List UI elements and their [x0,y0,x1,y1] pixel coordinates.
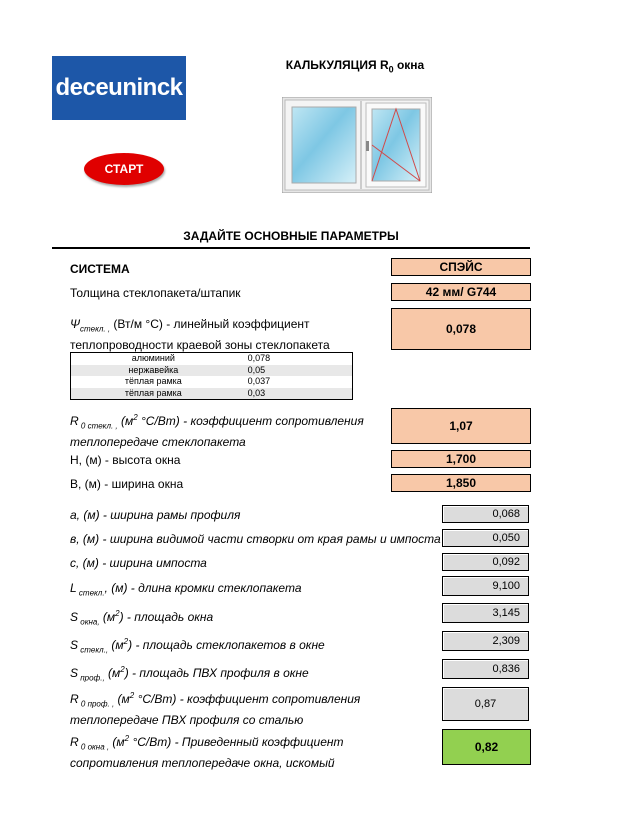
width-value[interactable]: 1,850 [391,474,531,492]
deceuninck-logo [52,56,186,120]
s-prof-symbol: S [70,666,79,680]
r-glass-line2: теплопередаче стеклопакета [70,435,246,450]
s-profile-label [70,662,309,686]
s-glass-value: 2,309 [442,631,529,651]
s-glass-rest: ) - площадь стеклопакетов в окне [128,638,325,652]
glass-label: Толщина стеклопакета/штапик [70,286,241,300]
table-row [71,365,352,377]
r-win-unit-b: °С/Вт) [129,735,172,749]
l-rest: , (м) - длина кромки стеклопакета [104,581,302,595]
r-prof-desc: - коэффициент сопротивления [176,692,361,706]
r-profile-label [70,688,390,728]
system-value[interactable]: СПЭЙС [391,258,531,276]
s-win-symbol: S [70,610,79,624]
height-value[interactable]: 1,700 [391,450,531,468]
r-prof-unit-a: (м [114,692,130,706]
logo-text: deceuninck [55,74,183,101]
title-main: КАЛЬКУЛЯЦИЯ R [285,58,389,72]
width-label: В, (м) - ширина окна [70,477,184,491]
s-win-rest: ) - площадь окна [119,610,214,624]
ref-name: тёплая рамка [124,376,182,386]
r-glass-sub: 0 стекл. , [78,421,118,431]
r-glass-unit-a: (м [117,414,134,428]
table-row [71,353,352,365]
s-glass-sub: стекл., [78,645,109,655]
s-glass-unit-a: (м [108,638,124,652]
v-value: 0,050 [442,529,529,547]
start-button[interactable] [84,153,164,185]
s-profile-value: 0,836 [442,659,529,679]
psi-label [70,316,380,353]
a-value: 0,068 [442,505,529,523]
s-glass-label [70,634,325,658]
table-row [71,376,352,388]
l-sub: стекл. [76,588,105,598]
psi-value[interactable]: 0,078 [391,308,531,350]
glass-value[interactable]: 42 мм/ G744 [391,283,531,301]
title-sub: 0 [388,64,394,75]
r-glass-label [70,410,385,450]
s-win-sub: окна, [78,617,100,627]
r-window-result: 0,82 [442,729,531,765]
ref-value: 0,037 [247,376,271,386]
s-glass-symbol: S [70,638,79,652]
page-title [250,58,460,74]
psi-symbol: Ψ [70,317,80,331]
r-profile-value: 0,87 [442,687,529,721]
l-label [70,580,302,601]
r-glass-unit-sup: 2 [133,413,138,422]
r-prof-symbol: R [70,692,79,706]
title-tail: окна [393,58,425,72]
r-prof-unit-sup: 2 [129,691,135,700]
r-win-line2: сопротивления теплопередаче окна, искомый [70,756,335,771]
a-label: a, (м) - ширина рамы профиля [70,508,241,522]
ref-value: 0,05 [247,364,266,375]
c-value: 0,092 [442,553,529,571]
s-win-unit-sup: 2 [115,609,120,618]
r-win-symbol: R [70,735,79,749]
l-value: 9,100 [442,576,529,596]
window-icon [282,97,432,193]
c-label: c, (м) - ширина импоста [70,556,207,570]
s-glass-unit-sup: 2 [123,637,129,646]
s-win-unit-a: (м [99,610,116,624]
height-label: Н, (м) - высота окна [70,453,181,467]
psi-sub: стекл. , [79,324,111,334]
r-win-sub: 0 окна , [78,742,110,752]
s-prof-unit-sup: 2 [120,665,125,674]
start-button-label: СТАРТ [104,162,144,176]
s-window-label [70,606,213,630]
s-prof-sub: проф., [78,673,105,683]
section-title: ЗАДАЙТЕ ОСНОВНЫЕ ПАРАМЕТРЫ [52,229,530,249]
ref-name: алюминий [131,353,175,363]
r-prof-line2: теплопередаче ПВХ профиля со сталью [70,713,304,728]
s-window-value: 3,145 [442,603,529,623]
r-prof-unit-b: °С/Вт) [134,692,177,706]
table-row [71,388,352,400]
r-win-unit-a: (м [109,735,125,749]
psi-reference-table [70,352,353,400]
ref-value: 0,078 [247,353,271,363]
r-glass-symbol: R [70,414,79,428]
s-prof-unit-a: (м [104,666,121,680]
l-symbol: L [70,581,77,595]
ref-name: нержавейка [128,364,179,375]
r-win-unit-sup: 2 [124,734,130,743]
r-glass-desc: - коэффициент сопротивления [179,414,364,428]
psi-label-rest: (Вт/м °С) - линейный коэффициент [110,317,310,331]
system-label: СИСТЕМА [70,262,130,276]
v-label: в, (м) - ширина видимой части створки от края рамы и импоста [70,532,441,546]
psi-label-line2: теплопроводности краевой зоны стеклопакета [70,338,330,353]
r-window-label [70,731,390,771]
ref-value: 0,03 [247,387,266,398]
s-prof-rest: ) - площадь ПВХ профиля в окне [124,666,309,680]
r-prof-sub: 0 проф. , [78,699,115,709]
r-glass-value[interactable]: 1,07 [391,408,531,444]
ref-name: тёплая рамка [124,387,182,398]
r-win-desc: - Приведенный коэффициент [171,735,344,749]
r-glass-unit-b: °С/Вт) [137,414,180,428]
